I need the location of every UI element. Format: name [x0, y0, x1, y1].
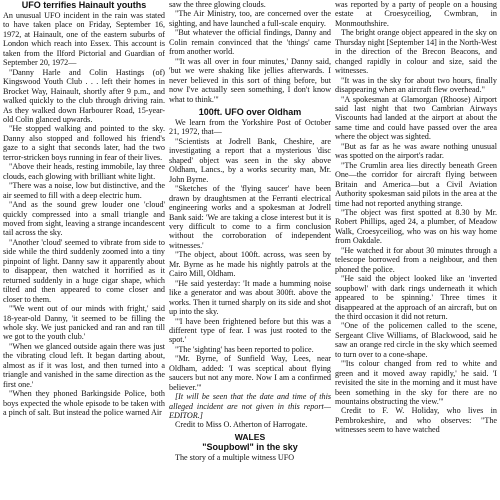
article-paragraph: "'We went out of our minds with fright,' said 18-year-old Danny, 'it seemed to be filling the whole sky. We just panicked and ran and ran till we got to the youth club.' — [3, 304, 165, 342]
article-paragraph: "A spokesman at Glamorgan (Rhoose) Airport said last night that two Cambrian Airways Viscounts had landed at the airport at about the same time and could have passed over the area where the object was sighted. — [335, 94, 497, 142]
credit-line: Credit to F. W. Holiday, who lives in Pembrokeshire, and who observes: "The witnesses seem to have watched — [335, 406, 497, 435]
article-paragraph: "'It was all over in four minutes,' Danny said, 'but we were shaking like jellies afterwards. I never believed in this sort of thing before, but now I've actually seen something, I don't know what to think.'" — [169, 56, 331, 104]
article-paragraph: "The 'sighting' has been reported to police. — [175, 344, 314, 354]
article-paragraph: "He watched it for about 30 minutes through a telescope borrowed from a neighbour, and then phoned the police. — [335, 245, 497, 274]
article-paragraph: "The object, about 100ft. across, was seen by Mr. Byrne as he made his nightly patrols at the Cairo Mill, Oldham. — [169, 250, 331, 279]
article-paragraph: "The object was first spotted at 8.30 by Mr. Robert Phillips, aged 24, a plumber, of Meadow Walk, Croesyceiliog, who was on his way home from Oakdale. — [335, 207, 497, 246]
article-paragraph: "Another 'cloud' seemed to vibrate from side to side while the third suddenly zoomed into a tiny pinpoint of light. Danny saw it apparently about to disappear, then watched it horrified as it returned suddenly in a huge cigar shape, which tilted and then appeared to come closer and closer to them. — [3, 237, 165, 304]
article-paragraph: "One of the policemen called to the scene, Sergeant Clive Williams, of Blackwood, said he saw an orange red circle in the sky which seemed to turn over to a cone-shape. — [335, 321, 497, 359]
article-paragraph: "He said the object looked like an 'inverted soupbowl' with dark rings underneath it which appeared to be spinning.' Three times it disappeared at the approach of an aircraft, but on the third occasion it did not return. — [335, 274, 497, 321]
section-heading-wales: WALES — [234, 431, 266, 442]
article-paragraph: The story of a multiple witness UFO — [175, 453, 295, 463]
article-paragraph: "Sketches of the 'flying saucer' have been drawn by draughtsmen at the Ferranti electrical engineering works and a spokesman at Jodrell Bank said: 'We are taking a close interest but it is very difficult to come to a firm conclusion without the corroboration of independent witnesses.' — [169, 184, 331, 250]
headline-soupbowl: "Soupbowl" in the sky — [202, 442, 298, 453]
article-paragraph: "When they phoned Barkingside Police, both boys expected the whole episode to be taken with a pinch of salt. But instead the police warned Air — [3, 389, 165, 418]
article-paragraph: "'I have been frightened before but this was a different type of fear. I was just rooted to the spot.' — [169, 316, 331, 345]
article-paragraph: "The Air Ministry, too, are concerned over the sighting, and have launched a full-scale enquiry. — [169, 9, 331, 28]
article-paragraph: "'Its colour changed from red to white and green and it moved away rapidly,' he said. 'I revisited the site in the morning and it must have been something in the sky for there are no mountains obstructing the view.'" — [335, 359, 497, 407]
article-paragraph: "He said yesterday: 'It made a humming noise like a generator and was about 300ft. above the works. Then it turned sharply on its side and shot up into the sky. — [169, 278, 331, 317]
credit-line: Credit to Miss O. Atherton of Harrogate. — [175, 420, 308, 430]
column-1 — [3, 0, 165, 500]
article-paragraph: "Above their heads, resting immobile, lay three clouds, each glowing with brilliant white light. — [3, 162, 165, 181]
article-paragraph: "Scientists at Jodrell Bank, Cheshire, are investigating a report that a mysterious 'disc shaped' object was seen in the sky above Oldham, Lancs., by a works security man, Mr. John Byrne. — [169, 136, 331, 184]
article-paragraph: was reported by a party of people on a housing estate at Croesyceiliog, Cwmbran, in Monmouthshire. — [335, 0, 497, 28]
article-paragraph: "But whatever the official findings, Danny and Colin remain convinced that the 'things' came from another world. — [169, 28, 331, 57]
article-paragraph: "It was in the sky for about two hours, finally disappearing when an aircraft flew overhead." — [335, 75, 497, 95]
article-paragraph: The bright orange object appeared in the sky on Thursday night [September 14] in the North-West in the direction of the Brecon Beacons, and changed rapidly in colour and size, said the witnesses. — [335, 28, 497, 76]
article-paragraph: "Mr. Byrne, of Sunfield Way, Lees, near Oldham, added: 'I was sceptical about flying saucers but not any more. Now I am a confirmed believer.'" — [169, 354, 331, 392]
headline-hainault: UFO terrifies Hainault youths — [21, 0, 147, 10]
article-paragraph: "He stopped walking and pointed to the sky. Danny also stopped and followed his friend's gaze to a sight that seconds later, had the two terror-stricken boys running in fear of their lives. — [3, 124, 165, 162]
editor-note: [It will be seen that the date and time of this alleged incident are not given in this report—EDITOR.] — [169, 392, 331, 421]
article-paragraph: "Danny Harle and Colin Hastings (of) Kingswood Youth Club . . . left their homes in Brocket Way, Hainault, shortly after 9 p.m., and walked quickly to the club through driving rain. As they walked down Harbourer Road, 15-year-old Colin glanced upwards. — [3, 67, 165, 124]
column-3 — [335, 0, 497, 500]
article-paragraph: "There was a noise, low but distinctive, and the air seemed to fill with a deep electric hum. — [3, 181, 165, 200]
article-paragraph: "When we glanced outside again there was just the vibrating cloud left. It began darting about, almost as if it was lost, and then turned into a triangle and vanished in the same direction as the first one.' — [3, 341, 165, 389]
column-2 — [169, 0, 331, 500]
article-paragraph: saw the three glowing clouds. — [169, 0, 266, 9]
article-paragraph: "And as the sound grew louder one 'cloud' quickly compressed into a small triangle and moved from sight, leaving a strange incandescent tail across the sky. — [3, 200, 165, 238]
article-paragraph: An unusual UFO incident in the rain was stated to have taken place on Friday, September 16, 1972, at Hainault, one of the eastern suburbs of London which reach into Essex. This account is taken from the Ilford Pictorial and Guardian of September 20, 1972— — [3, 11, 165, 68]
headline-oldham: 100ft. UFO over Oldham — [198, 106, 302, 117]
article-paragraph: We learn from the Yorkshire Post of October 21, 1972, that— — [169, 117, 331, 137]
article-paragraph: "But as far as he was aware nothing unusual was spotted on the airport's radar. — [335, 141, 497, 161]
article-paragraph: "The Crumlin area lies directly beneath Green One—the corridor for aircraft flying between Britain and America—but a Civil Aviation Authority spokesman said pilots in the area at the time had not reported anything strange. — [335, 160, 497, 208]
